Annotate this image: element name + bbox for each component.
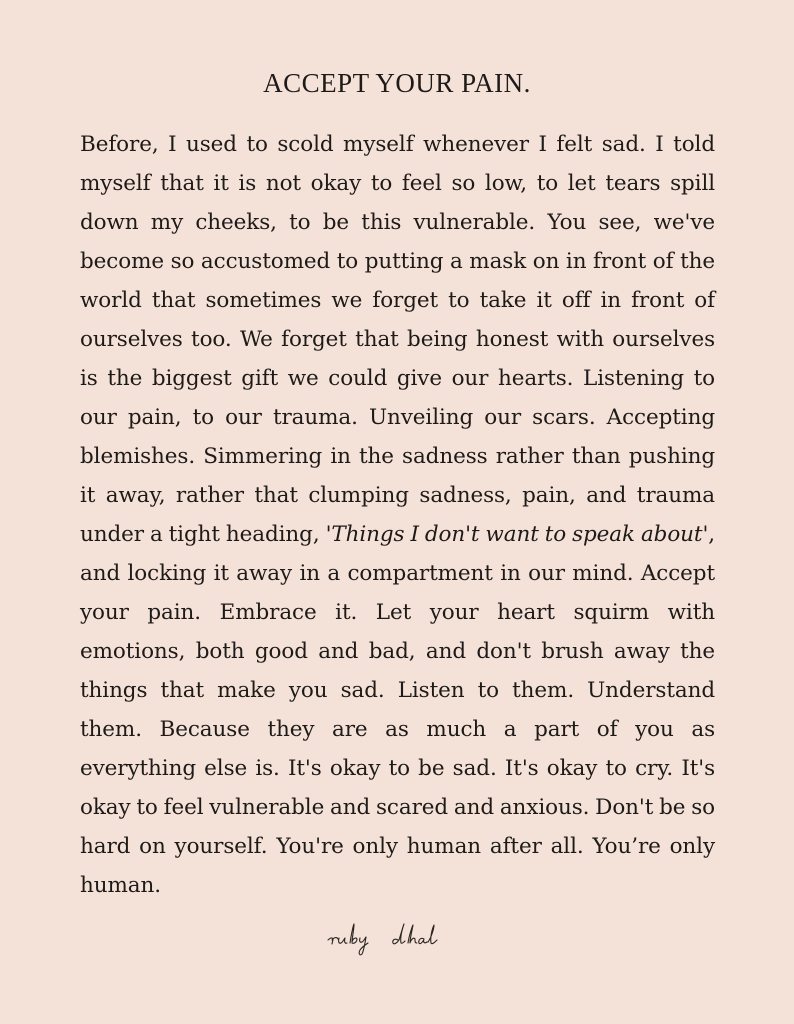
page-title: ACCEPT YOUR PAIN. <box>263 68 531 98</box>
paragraph-italic-quote: 'Things I don't want to speak about' <box>325 522 709 547</box>
author-signature <box>320 916 470 962</box>
body-paragraph <box>80 125 715 905</box>
paragraph-text-after: , and locking it away in a compartment in our mind. Accept your pain. Embrace it. Let your heart squirm with emotions, both good and bad, and don't brush away the things that make you sad. Listen to them. Understand them. Because they are as much a part of you as everything else is. It's okay to be sad. It's okay to cry. It's okay to feel vulnerable and scared and anxious. Don't be so hard on yourself. You're only human after all. You’re only human. <box>80 522 715 898</box>
paragraph-text-before: Before, I used to scold myself whenever I felt sad. I told myself that it is not okay to feel so low, to let tears spill down my cheeks, to be this vulnerable. You see, we've become so accustomed to putting a mask on in front of the world that sometimes we forget to take it off in front of ourselves too. We forget that being honest with ourselves is the biggest gift we could give our hearts. Listening to our pain, to our trauma. Unveiling our scars. Accepting blemishes. Simmering in the sadness rather than pushing it away, rather that clumping sadness, pain, and trauma under a tight heading, <box>80 132 715 547</box>
